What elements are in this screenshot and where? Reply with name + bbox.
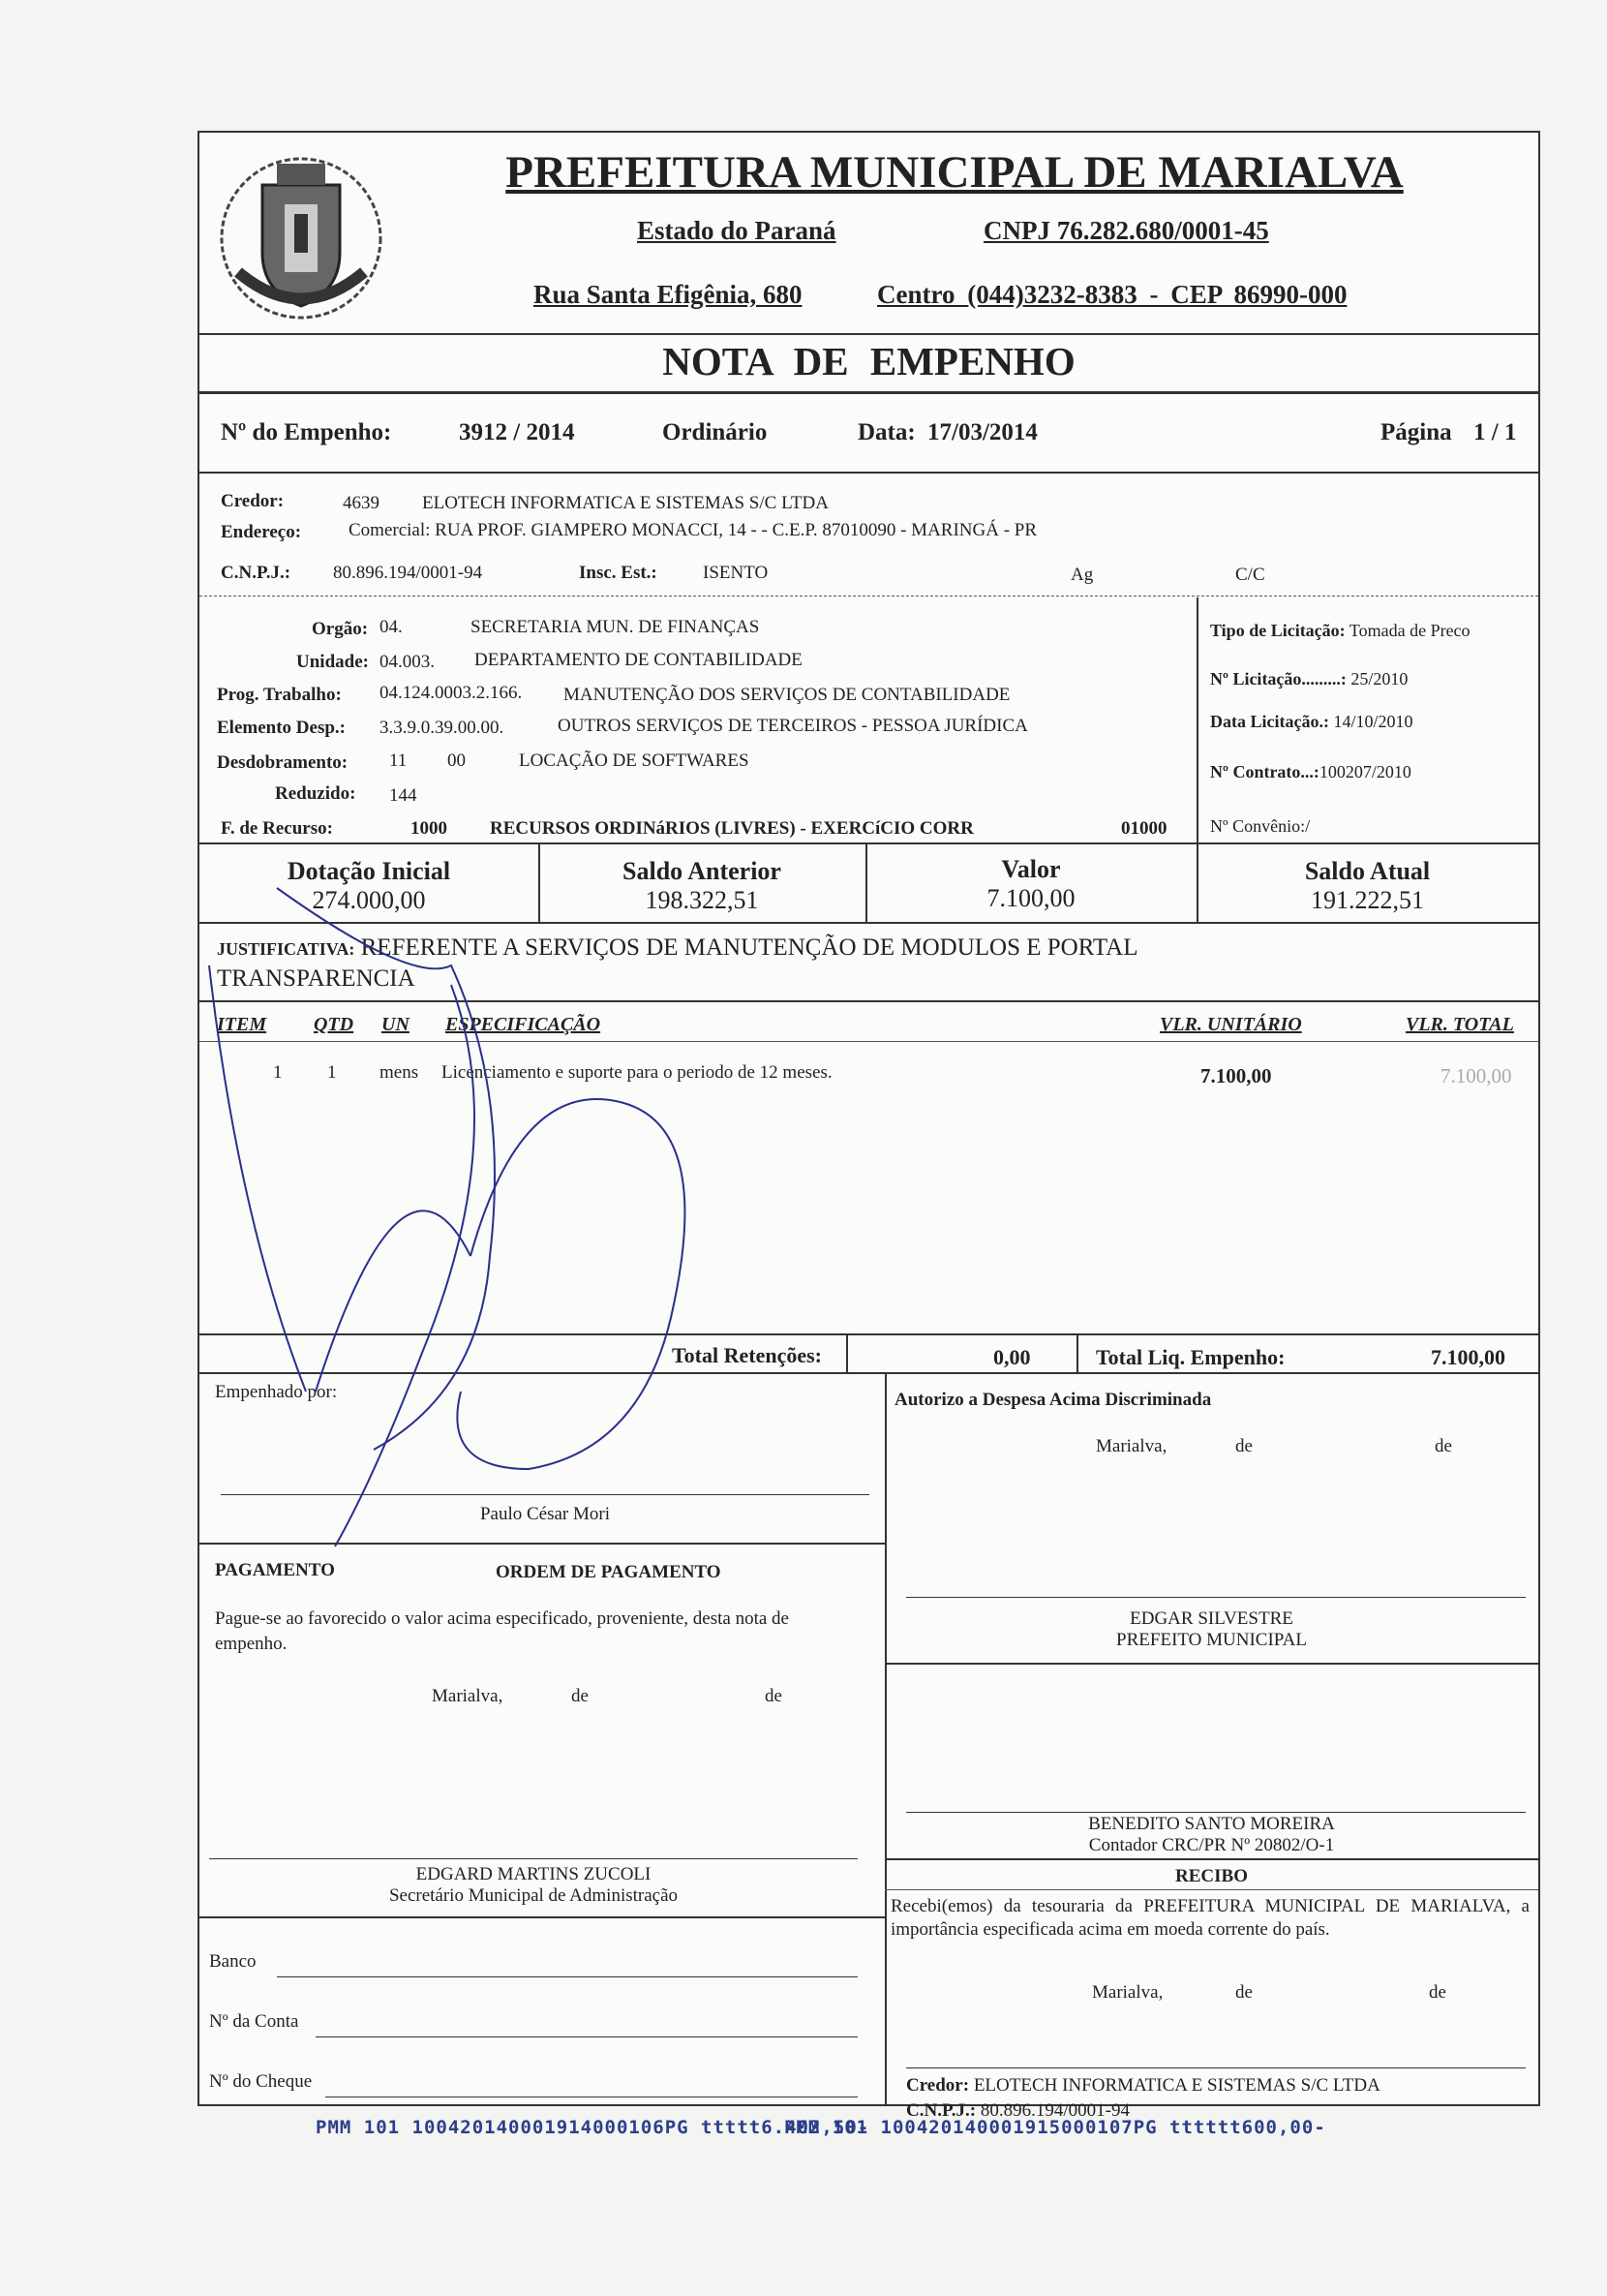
unidade-label: Unidade: — [296, 652, 369, 672]
elemento-code: 3.3.9.0.39.00.00. — [379, 718, 504, 738]
justificativa-text-2: TRANSPARENCIA — [217, 965, 415, 992]
num-licitacao-value: 25/2010 — [1350, 669, 1409, 689]
recurso-code: 1000 — [410, 818, 447, 839]
secretario-name: EDGARD MARTINS ZUCOLI — [415, 1864, 652, 1884]
convenio-label: Nº Convênio:/ — [1210, 816, 1311, 836]
reduzido-label: Reduzido: — [275, 783, 356, 804]
contrato-value: 100207/2010 — [1319, 762, 1411, 781]
valor-label: Valor — [1001, 855, 1061, 883]
recibo-text: Recebi(emos) da tesouraria da PREFEITURA MUNICIPAL DE MARIALVA, a importância especificada acima em moeda corrente do país. — [891, 1896, 1530, 1940]
date-value: 17/03/2014 — [927, 419, 1038, 445]
right-de-1b: de — [1435, 1436, 1452, 1456]
page-title: PREFEITURA MUNICIPAL DE MARIALVA — [505, 147, 1404, 198]
saldo-atual-label: Saldo Atual — [1304, 857, 1431, 885]
item-total-value: 7.100,00 — [1440, 1064, 1512, 1087]
date-label: Data: — [858, 419, 916, 445]
document-title: NOTA DE EMPENHO — [662, 339, 1076, 383]
retencoes-label: Total Retenções: — [672, 1343, 822, 1367]
stamp-right: PMM 101 100420140001915000107PG tttttt600,00- — [784, 2117, 1326, 2138]
stamp-left: PMM 101 100420140001914000106PG ttttt6.402,50- — [316, 2117, 870, 2138]
autorizo-label: Autorizo a Despesa Acima Discriminada — [894, 1390, 1212, 1410]
col-unit-header: VLR. UNITÁRIO — [1160, 1014, 1302, 1035]
state-label: Estado do Paraná — [637, 216, 836, 245]
retencoes-value: 0,00 — [993, 1345, 1031, 1369]
ordem-pagamento-label: ORDEM DE PAGAMENTO — [496, 1562, 721, 1582]
insc-value: ISENTO — [703, 563, 769, 583]
page-number: 1 / 1 — [1473, 419, 1517, 445]
orgao-label: Orgão: — [312, 619, 369, 639]
conta-label: Nº da Conta — [209, 2011, 299, 2032]
credor-code: 4639 — [343, 493, 379, 513]
item-qtd: 1 — [327, 1062, 337, 1083]
desdobramento-code1: 11 — [389, 750, 408, 771]
cheque-label: Nº do Cheque — [209, 2071, 313, 2092]
tipo-licitacao-value: Tomada de Preco — [1349, 621, 1471, 640]
contador-name: BENEDITO SANTO MOREIRA — [1088, 1814, 1335, 1834]
item-spec: Licenciamento e suporte para o periodo de 12 meses. — [441, 1062, 833, 1083]
elemento-label: Elemento Desp.: — [217, 718, 346, 738]
prog-code: 04.124.0003.2.166. — [379, 683, 523, 703]
cnpj-label: CNPJ 76.282.680/0001-45 — [984, 216, 1269, 245]
tipo-licitacao-label: Tipo de Licitação: — [1210, 621, 1346, 640]
contador-role: Contador CRC/PR Nº 20802/O-1 — [1088, 1835, 1335, 1855]
orgao-code: 04. — [379, 617, 403, 637]
empenhado-name: Paulo César Mori — [479, 1504, 611, 1524]
col-spec-header: ESPECIFICAÇÃO — [445, 1014, 601, 1035]
recurso-label: F. de Recurso: — [221, 818, 333, 839]
dotacao-label: Dotação Inicial — [287, 857, 451, 885]
recibo-label: RECIBO — [1175, 1866, 1248, 1886]
prog-label: Prog. Trabalho: — [217, 685, 342, 705]
data-licitacao-label: Data Licitação.: — [1210, 712, 1329, 731]
saldo-anterior-value: 198.322,51 — [645, 886, 759, 914]
prefeito-role: PREFEITO MUNICIPAL — [1116, 1630, 1307, 1650]
recurso-code2: 01000 — [1121, 818, 1167, 839]
district-phone-label: Centro (044)3232-8383 - CEP 86990-000 — [877, 280, 1348, 309]
dotacao-value: 274.000,00 — [312, 886, 426, 914]
prefeito-name: EDGAR SILVESTRE — [1130, 1608, 1293, 1629]
unidade-name: DEPARTAMENTO DE CONTABILIDADE — [474, 650, 803, 670]
saldo-anterior-label: Saldo Anterior — [622, 857, 781, 885]
item-un: mens — [379, 1062, 419, 1083]
credor-name: ELOTECH INFORMATICA E SISTEMAS S/C LTDA — [422, 493, 829, 513]
total-liq-label: Total Liq. Empenho: — [1096, 1345, 1286, 1369]
valor-value: 7.100,00 — [986, 884, 1076, 912]
credor-address: Comercial: RUA PROF. GIAMPERO MONACCI, 14 - - C.E.P. 87010090 - MARINGÁ - PR — [349, 520, 1038, 540]
empenhado-label: Empenhado por: — [215, 1382, 338, 1402]
cc-label: C/C — [1235, 565, 1265, 585]
saldo-atual-value: 191.222,51 — [1311, 886, 1424, 914]
empenho-document — [197, 131, 1540, 2121]
address-label: Rua Santa Efigênia, 680 — [533, 280, 803, 309]
col-un-header: UN — [381, 1014, 409, 1035]
pague-text: Pague-se ao favorecido o valor acima especificado, proveniente, desta nota de empenho. — [215, 1608, 789, 1654]
banco-label: Banco — [209, 1951, 257, 1972]
recurso-name: RECURSOS ORDINáRIOS (LIVRES) - EXERCíCIO CORR — [490, 818, 974, 839]
item-unit-value: 7.100,00 — [1200, 1064, 1272, 1087]
left-de-2: de — [765, 1686, 782, 1706]
empenho-number: 3912 / 2014 — [459, 419, 575, 445]
left-de-1: de — [571, 1686, 589, 1706]
justificativa-label: JUSTIFICATIVA: — [217, 939, 355, 959]
credor-label: Credor: — [221, 491, 285, 511]
right-place-2: Marialva, — [1092, 1982, 1164, 2003]
credor-cnpj-label: C.N.P.J.: — [221, 563, 291, 583]
recibo-credor-name: ELOTECH INFORMATICA E SISTEMAS S/C LTDA — [973, 2075, 1380, 2096]
recibo-cnpj-label: C.N.P.J.: — [906, 2100, 977, 2121]
handwritten-signature — [199, 849, 877, 1585]
recibo-credor-label: Credor: — [906, 2075, 970, 2096]
prog-name: MANUTENÇÃO DOS SERVIÇOS DE CONTABILIDADE — [563, 685, 1011, 705]
col-qtd-header: QTD — [314, 1014, 354, 1035]
justificativa-text-1: REFERENTE A SERVIÇOS DE MANUTENÇÃO DE MODULOS E PORTAL — [360, 934, 1138, 961]
recibo-cnpj-value: 80.896.194/0001-94 — [980, 2100, 1130, 2121]
coat-of-arms-logo — [209, 146, 393, 330]
address-field-label: Endereço: — [221, 522, 302, 542]
desdobramento-label: Desdobramento: — [217, 752, 349, 773]
col-item-header: ITEM — [217, 1014, 267, 1035]
contrato-label: Nº Contrato...: — [1210, 762, 1319, 781]
col-total-header: VLR. TOTAL — [1406, 1014, 1514, 1035]
total-liq-value: 7.100,00 — [1431, 1345, 1505, 1369]
num-licitacao-label: Nº Licitação.........: — [1210, 669, 1347, 689]
pagamento-label: PAGAMENTO — [215, 1560, 335, 1580]
ag-label: Ag — [1071, 565, 1094, 585]
desdobramento-name: LOCAÇÃO DE SOFTWARES — [519, 750, 749, 771]
page-label: Página — [1380, 419, 1452, 445]
reduzido-value: 144 — [389, 785, 417, 806]
item-number: 1 — [273, 1062, 283, 1083]
orgao-name: SECRETARIA MUN. DE FINANÇAS — [470, 617, 760, 637]
empenho-type: Ordinário — [662, 419, 768, 445]
unidade-code: 04.003. — [379, 652, 435, 672]
data-licitacao-value: 14/10/2010 — [1333, 712, 1413, 731]
right-de-2a: de — [1235, 1982, 1253, 2003]
right-de-1a: de — [1235, 1436, 1253, 1456]
empenho-number-label: Nº do Empenho: — [221, 419, 392, 445]
credor-cnpj: 80.896.194/0001-94 — [333, 563, 483, 583]
desdobramento-code2: 00 — [447, 750, 466, 771]
right-place-1: Marialva, — [1096, 1436, 1167, 1456]
insc-label: Insc. Est.: — [579, 563, 657, 583]
right-de-2b: de — [1429, 1982, 1446, 2003]
secretario-role: Secretário Municipal de Administração — [388, 1885, 679, 1906]
elemento-name: OUTROS SERVIÇOS DE TERCEIROS - PESSOA JURÍDICA — [558, 716, 1028, 736]
left-place: Marialva, — [432, 1686, 503, 1706]
